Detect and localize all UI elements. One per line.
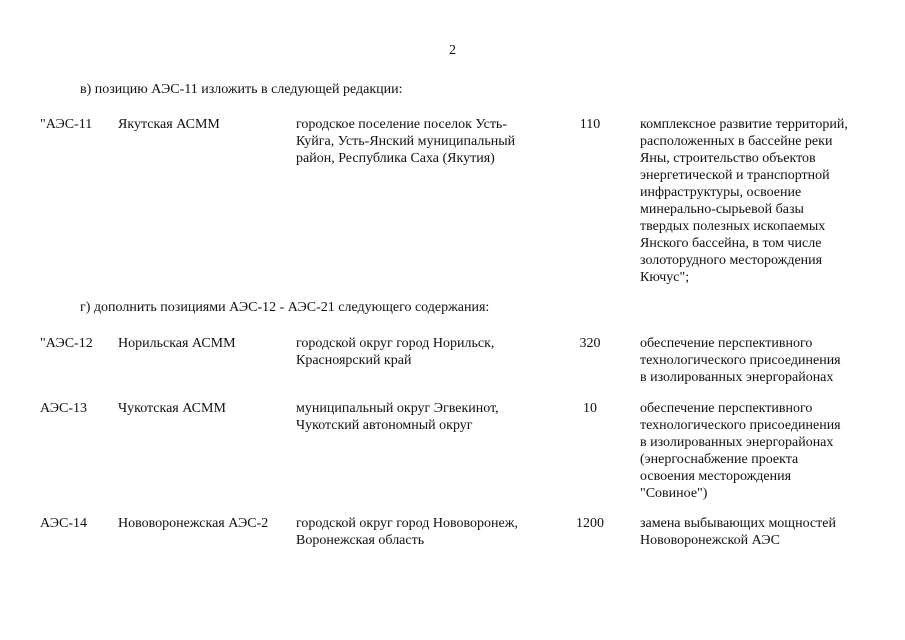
- station-power: 10: [583, 401, 597, 416]
- station-power: 320: [579, 336, 601, 351]
- station-name: Чукотская АСММ: [118, 401, 226, 416]
- station-purpose: замена выбывающих мощностей Нововоронежской АЭС: [640, 516, 836, 548]
- station-name: Нововоронежская АЭС-2: [118, 516, 269, 531]
- station-purpose: обеспечение перспективного технологического присоединения в изолированных энергорайонах: [640, 336, 841, 385]
- paragraph-v: в) позицию АЭС-11 изложить в следующей редакции:: [80, 82, 403, 97]
- paragraph-g: г) дополнить позициями АЭС-12 - АЭС-21 следующего содержания:: [80, 300, 490, 315]
- station-location: городской округ город Нововоронеж, Воронежская область: [296, 516, 518, 548]
- station-location: муниципальный округ Эгвекинот, Чукотский автономный округ: [296, 401, 499, 433]
- station-name: Якутская АСММ: [118, 117, 220, 132]
- station-power: 1200: [576, 516, 604, 531]
- station-purpose: обеспечение перспективного технологического присоединения в изолированных энергорайонах (энергоснабжение проекта освоения месторождения "Совиное"): [640, 401, 841, 501]
- station-power: 110: [579, 117, 601, 132]
- station-purpose: комплексное развитие территорий, расположенных в бассейне реки Яны, строительство объектов энергетической и транспортной инфраструктуры, освоение минерально-сырьевой базы твердых полезных ископаемых Янского бассейна, в том числе золоторудного месторождения Кючус";: [640, 117, 848, 285]
- station-code: АЭС-14: [40, 516, 88, 531]
- station-code: "АЭС-12: [40, 336, 93, 351]
- station-name: Норильская АСММ: [118, 336, 236, 351]
- station-location: городской округ город Норильск, Красноярский край: [296, 336, 495, 368]
- station-code: "АЭС-11: [40, 117, 93, 132]
- station-location: городское поселение поселок Усть- Куйга, Усть-Янский муниципальный район, Республика Саха (Якутия): [296, 117, 516, 166]
- station-code: АЭС-13: [40, 401, 88, 416]
- page-number: 2: [449, 43, 456, 58]
